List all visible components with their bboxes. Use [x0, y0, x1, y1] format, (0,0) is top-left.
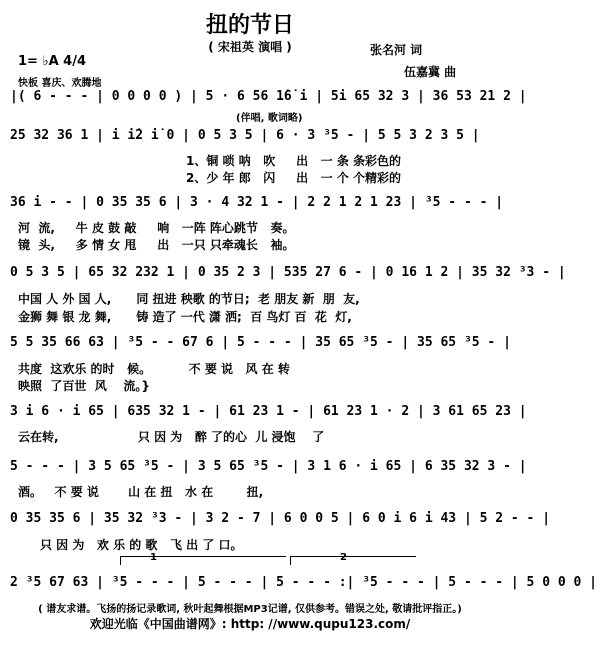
score-row-8: 0 35 35 6 | 35 32 ³3 - | 3 2 - 7 | 6 0 0 5 | 6 0 i 6 i 43 | 5 2 - - |: [10, 511, 551, 526]
volta-2-label: 2: [340, 552, 347, 563]
song-title: 扭的节日: [205, 12, 294, 38]
volta-1-label: 1: [150, 552, 157, 563]
row-1-lyric-1: (伴唱, 歌词略): [236, 113, 303, 124]
score-row-3: 36 i - - | 0 35 35 6 | 3 · 4 32 1 - | 2 2 1 2 1 23 | ³5 - - - |: [10, 195, 504, 210]
row-5-lyric-2: 映照 了百世 风 流。}: [18, 379, 150, 393]
row-7-lyric-1: 酒。 不 要 说 山 在 扭 水 在 扭,: [18, 485, 264, 499]
lyricist-credit: 张名河 词: [370, 43, 423, 57]
singer-credit: ( 宋祖英 演唱 ): [208, 40, 292, 54]
row-4-lyric-2: 金狮 舞 银 龙 舞, 铸 造了 一代 潇 洒; 百 鸟灯 百 花 灯,: [18, 310, 352, 324]
score-row-7: 5 - - - | 3 5 65 ³5 - | 3 5 65 ³5 - | 3 1 6 · i 65 | 6 35 32 3 - |: [10, 459, 527, 474]
volta-bracket-1: [120, 556, 286, 565]
volta-bracket-2: [290, 556, 416, 565]
row-8-lyric-1: 只 因 为 欢 乐 的 歌 飞 出 了 口。: [40, 538, 243, 552]
row-5-lyric-1: 共度 这欢乐 的时 候。 不 要 说 风 在 转: [18, 362, 290, 376]
composer-credit: 伍嘉冀 曲: [404, 65, 457, 79]
row-2-lyric-2: 2、少 年 郎 闪 出 一 个 个精彩的: [186, 171, 402, 185]
row-2-lyric-1: 1、铜 唢 呐 吹 出 一 条 条彩色的: [186, 154, 402, 168]
score-row-6: 3 i 6 · i 65 | 635 32 1 - | 61 23 1 - | 61 23 1 · 2 | 3 61 65 23 |: [10, 404, 527, 419]
score-row-9: 2 ³5 67 63 | ³5 - - - | 5 - - - | 5 - - - :| ³5 - - - | 5 - - - | 5 0 0 0 |: [10, 575, 597, 590]
score-row-1: |( 6 - - - | 0 0 0 0 ) | 5 · 6 56 1̇6̇ i | 5i 65 32 3 | 36 53 21 2 |: [10, 89, 527, 104]
tempo-marking: 快板 喜庆、欢腾地: [18, 78, 102, 89]
row-6-lyric-1: 云在转, 只 因 为 醉 了的心 儿 浸饱 了: [18, 430, 325, 444]
row-3-lyric-1: 河 流, 牛 皮 鼓 敲 响 一阵 阵心跳节 奏。: [18, 221, 295, 235]
row-3-lyric-2: 镜 头, 多 情 女 甩 出 一只 只牵魂长 袖。: [18, 238, 295, 252]
website-credit: 欢迎光临《中国曲谱网》: http: //www.qupu123.com/: [89, 617, 411, 631]
key-signature: 1= ♭A 4/4: [18, 54, 87, 69]
transcription-note: ( 谱友求谱。飞扬的扬记录歌词, 秋叶起舞根据MP3记谱, 仅供参考。错误之处, 敬请批评指正。): [38, 604, 462, 615]
score-row-5: 5 5 35 66 63 | ³5 - - 67 6 | 5 - - - | 35 65 ³5 - | 35 65 ³5 - |: [10, 335, 511, 350]
score-row-4: 0 5 3 5 | 65 32 232 1 | 0 35 2 3 | 535 27 6 - | 0 16 1 2 | 35 32 ³3 - |: [10, 265, 566, 280]
row-4-lyric-1: 中国 人 外 国 人, 同 扭进 秧歌 的节日; 老 朋友 新 朋 友,: [18, 292, 360, 306]
score-row-2: 25 32 36 1 | i i̇2 i̇ 0 | 0 5 3 5 | 6 · 3 ³5 - | 5 5 3 2 3 5 |: [10, 128, 480, 143]
